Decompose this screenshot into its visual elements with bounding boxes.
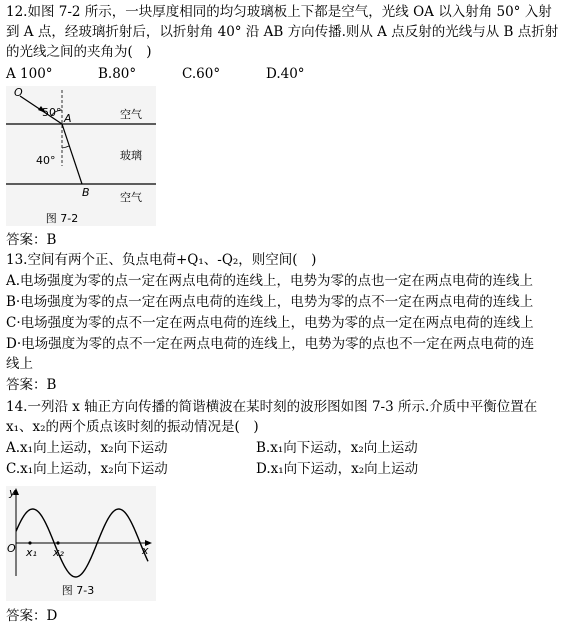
q12-line-2: 到 A 点，经玻璃折射后，以折射角 40° 沿 AB 方向传播.则从 A 点反射的光线与从 B 点折射 bbox=[6, 24, 559, 40]
label-O: O bbox=[14, 86, 23, 99]
q13-answer: 答案：B bbox=[6, 377, 57, 393]
q13-option-b: B·电场强度为零的点一定在两点电荷的连线上，电势为零的点不一定在两点电荷的连线上 bbox=[6, 294, 534, 310]
q12-line-3: 的光线之间的夹角为( ) bbox=[6, 44, 152, 60]
q12-option-b: B.80° bbox=[98, 66, 137, 82]
q12-option-c: C.60° bbox=[182, 66, 221, 82]
q13-option-c: C·电场强度为零的点不一定在两点电荷的连线上，电势为零的点一定在两点电荷的连线上 bbox=[6, 315, 534, 331]
q13-option-d-2: 线上 bbox=[6, 356, 33, 372]
q14-option-d: D.x₁向下运动，x₂向上运动 bbox=[256, 461, 419, 477]
label-y: y bbox=[9, 486, 16, 499]
q14-option-c: C.x₁向上运动，x₂向下运动 bbox=[6, 461, 168, 477]
label-x1: x₁ bbox=[26, 546, 37, 559]
label-x-axis: x bbox=[142, 544, 149, 557]
label-x2: x₂ bbox=[53, 546, 64, 559]
q14-option-b: B.x₁向下运动，x₂向上运动 bbox=[256, 440, 418, 456]
q14-line-1: 14.一列沿 x 轴正方向传播的简谐横波在某时刻的波形图如图 7-3 所示.介质中平衡位置在 bbox=[6, 399, 538, 415]
figure-7-2-caption: 图 7-2 bbox=[45, 212, 79, 225]
point-x1 bbox=[28, 541, 31, 544]
q13-option-a: A.电场强度为零的点一定在两点电荷的连线上，电势为零的点也一定在两点电荷的连线上 bbox=[6, 273, 534, 289]
q14-answer: 答案：D bbox=[6, 608, 58, 624]
q12-option-a: A 100° bbox=[6, 66, 53, 82]
figure-7-2 bbox=[6, 86, 156, 226]
figure-7-3 bbox=[6, 486, 156, 601]
q12-option-d: D.40° bbox=[266, 66, 305, 82]
label-B: B bbox=[82, 186, 90, 199]
label-angle-50: 50° bbox=[42, 106, 62, 119]
label-O-origin: O bbox=[7, 542, 16, 555]
label-angle-40: 40° bbox=[36, 154, 56, 167]
q12-line-1: 12.如图 7-2 所示，一块厚度相同的均匀玻璃板上下都是空气，光线 OA 以入射角 50° 入射 bbox=[6, 4, 552, 20]
figure-7-3-caption: 图 7-3 bbox=[61, 584, 95, 597]
label-glass: 玻璃 bbox=[120, 149, 142, 162]
label-air-top: 空气 bbox=[120, 108, 142, 121]
q12-answer: 答案：B bbox=[6, 232, 57, 248]
q13-option-d-1: D·电场强度为零的点不一定在两点电荷的连线上，电势为零的点也不一定在两点电荷的连 bbox=[6, 336, 535, 352]
q14-line-2: x₁、x₂的两个质点该时刻的振动情况是( ) bbox=[6, 419, 259, 435]
q13-line-1: 13.空间有两个正、负点电荷+Q₁、-Q₂，则空间( ) bbox=[6, 252, 317, 268]
wave-diagram bbox=[6, 486, 156, 601]
point-x2 bbox=[56, 541, 59, 544]
q14-option-a: A.x₁向上运动，x₂向下运动 bbox=[6, 440, 168, 456]
label-air-bottom: 空气 bbox=[120, 191, 142, 204]
refraction-diagram bbox=[6, 86, 156, 226]
label-A: A bbox=[64, 112, 72, 125]
